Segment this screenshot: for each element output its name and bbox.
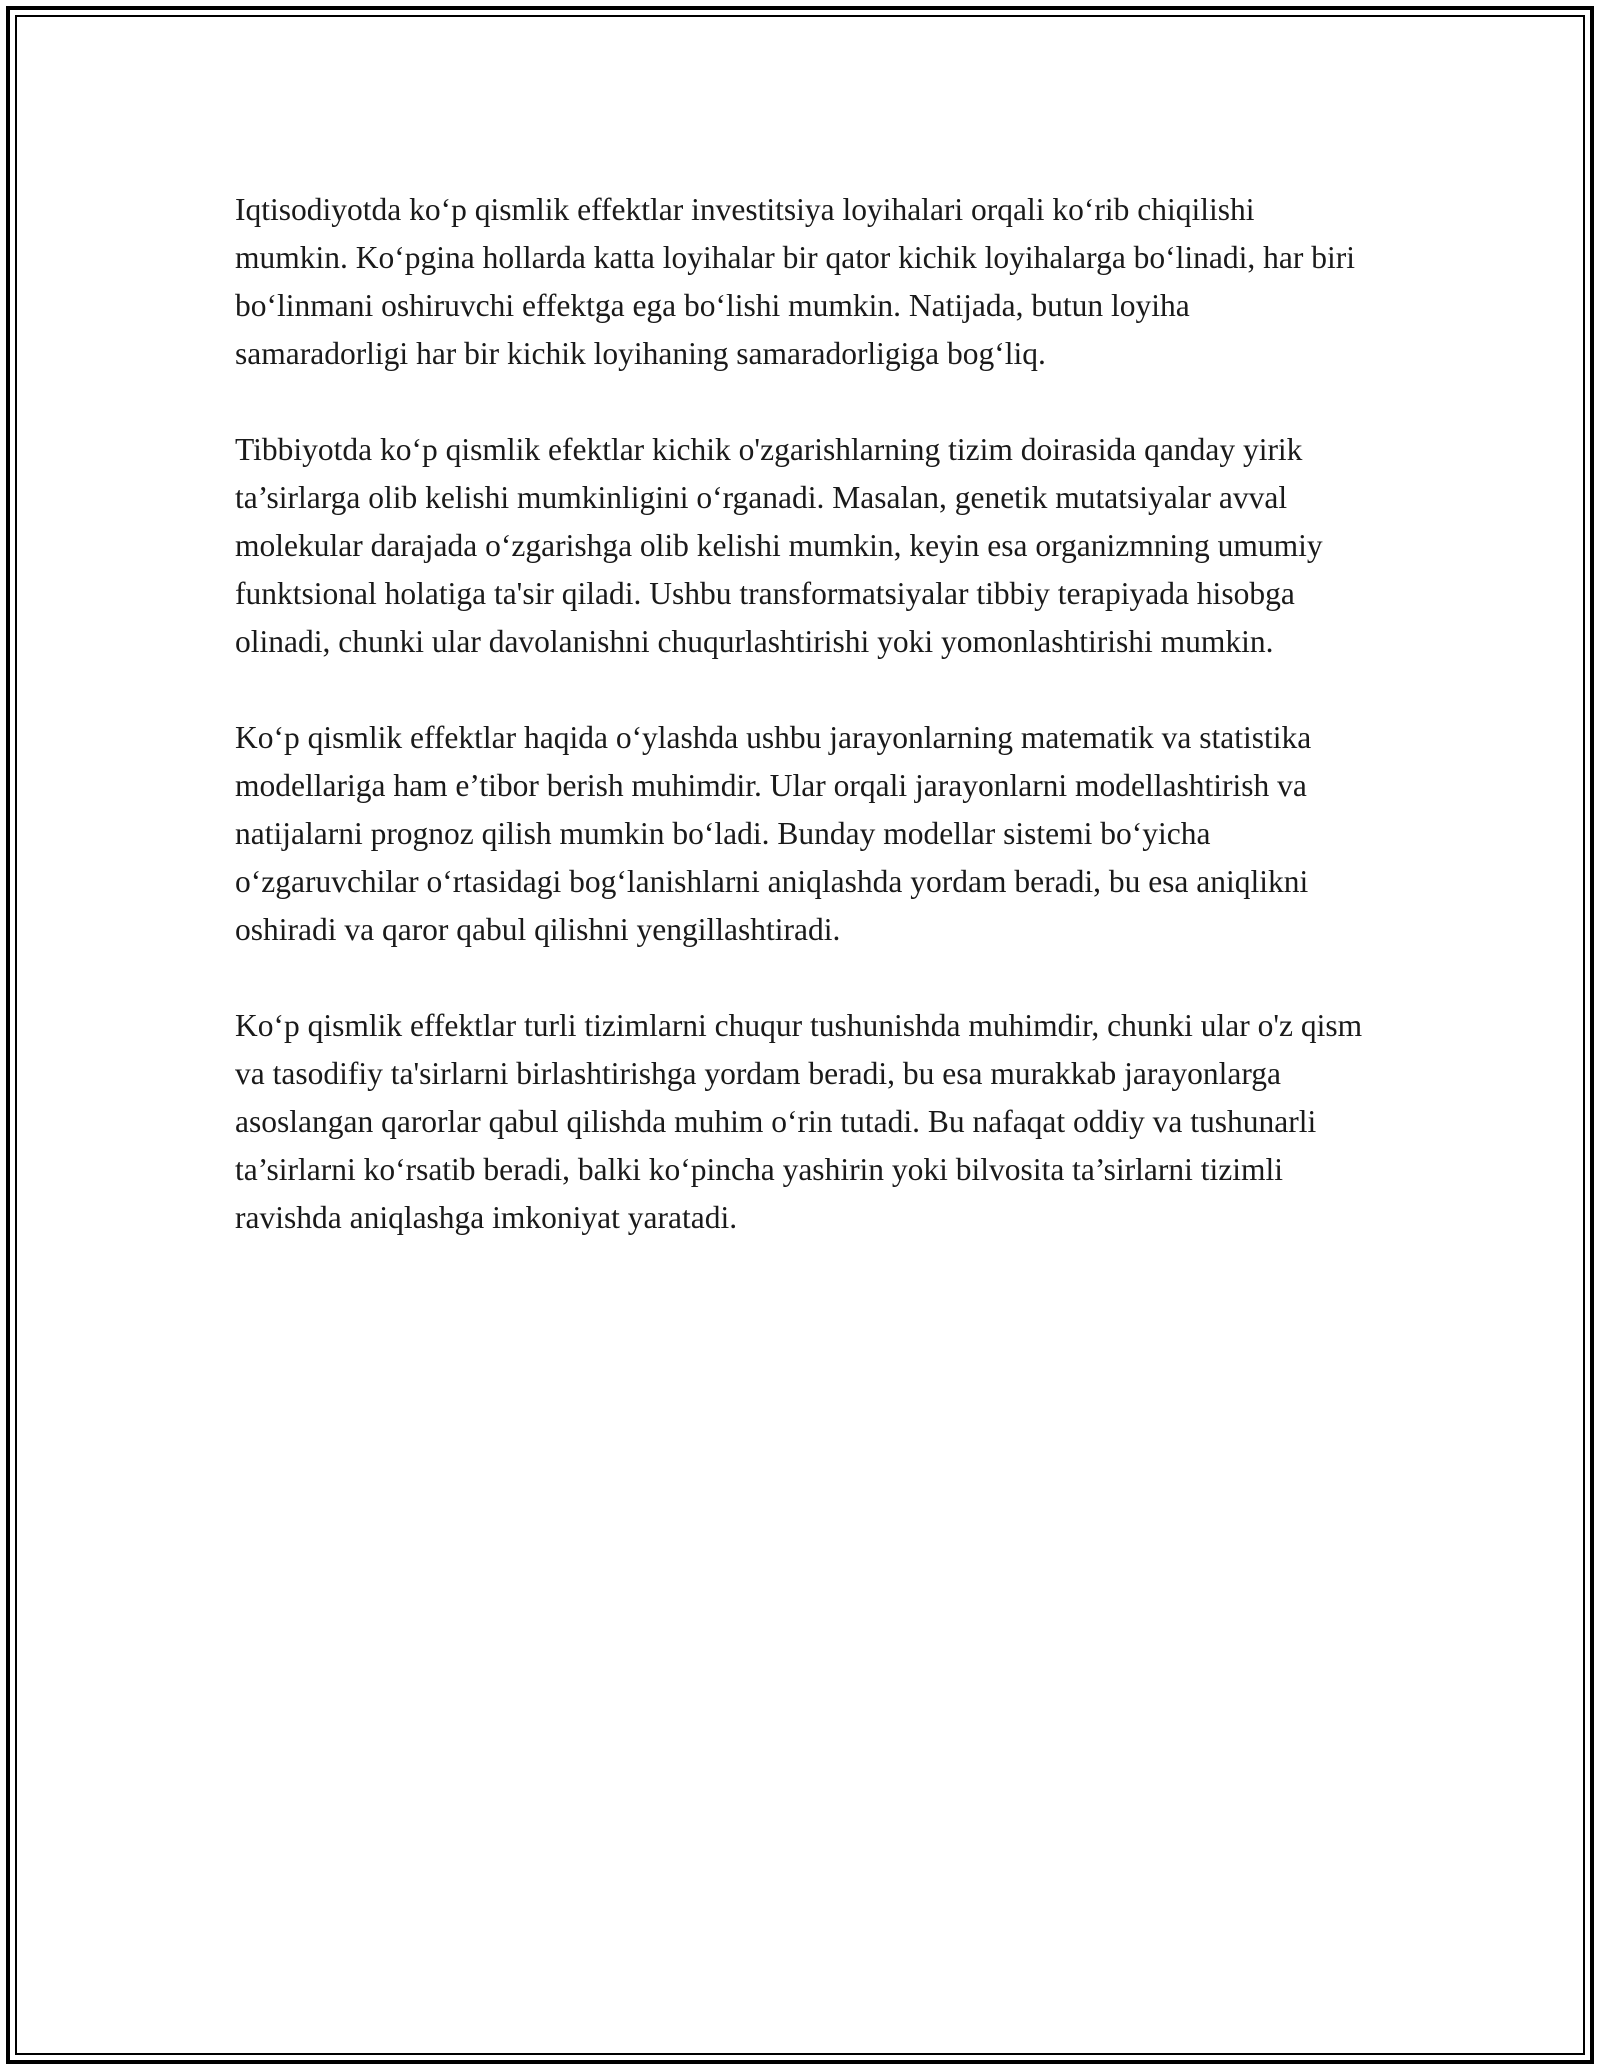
paragraph-economics: Iqtisodiyotda ko‘p qismlik effektlar investitsiya loyihalari orqali ko‘rib chiqilishi mumkin. Ko‘pgina hollarda katta loyihalar bir qator kichik loyihalarga bo‘linadi, har biri bo‘linmani oshiruvchi effektga ega bo‘lishi mumkin. Natijada, butun loyiha samaradorligi har bir kichik loyihaning samaradorligiga bog‘liq. xyxy=(235,192,1355,371)
paragraph-modeling: Ko‘p qismlik effektlar haqida o‘ylashda ushbu jarayonlarning matematik va statistika modellariga ham e’tibor berish muhimdir. Ular orqali jarayonlarni modellashtirish va natijalarni prognoz qilish mumkin bo‘ladi. Bunday modellar sistemi bo‘yicha o‘zgaruvchilar o‘rtasidagi bog‘lanishlarni aniqlashda yordam beradi, bu esa aniqlikni oshiradi va qaror qabul qilishni yengillashtiradi. xyxy=(235,720,1312,947)
paragraph-conclusion: Ko‘p qismlik effektlar turli tizimlarni chuqur tushunishda muhimdir, chunki ular o'z qism va tasodifiy ta'sirlarni birlashtirishga yordam beradi, bu esa murakkab jarayonlarga asoslangan qarorlar qabul qilishda muhim o‘rin tutadi. Bu nafaqat oddiy va tushunarli ta’sirlarni ko‘rsatib beradi, balki ko‘pincha yashirin yoki bilvosita ta’sirlarni tizimli ravishda aniqlashga imkoniyat yaratadi. xyxy=(235,1008,1363,1235)
document-body xyxy=(235,186,1365,1290)
paragraph-medicine: Tibbiyotda ko‘p qismlik efektlar kichik o'zgarishlarning tizim doirasida qanday yirik ta’sirlarga olib kelishi mumkinligini o‘rganadi. Masalan, genetik mutatsiyalar avval molekular darajada o‘zgarishga olib kelishi mumkin, keyin esa organizmning umumiy funktsional holatiga ta'sir qiladi. Ushbu transformatsiyalar tibbiy terapiyada hisobga olinadi, chunki ular davolanishni chuqurlashtirishi yoki yomonlashtirishi mumkin. xyxy=(235,432,1323,659)
